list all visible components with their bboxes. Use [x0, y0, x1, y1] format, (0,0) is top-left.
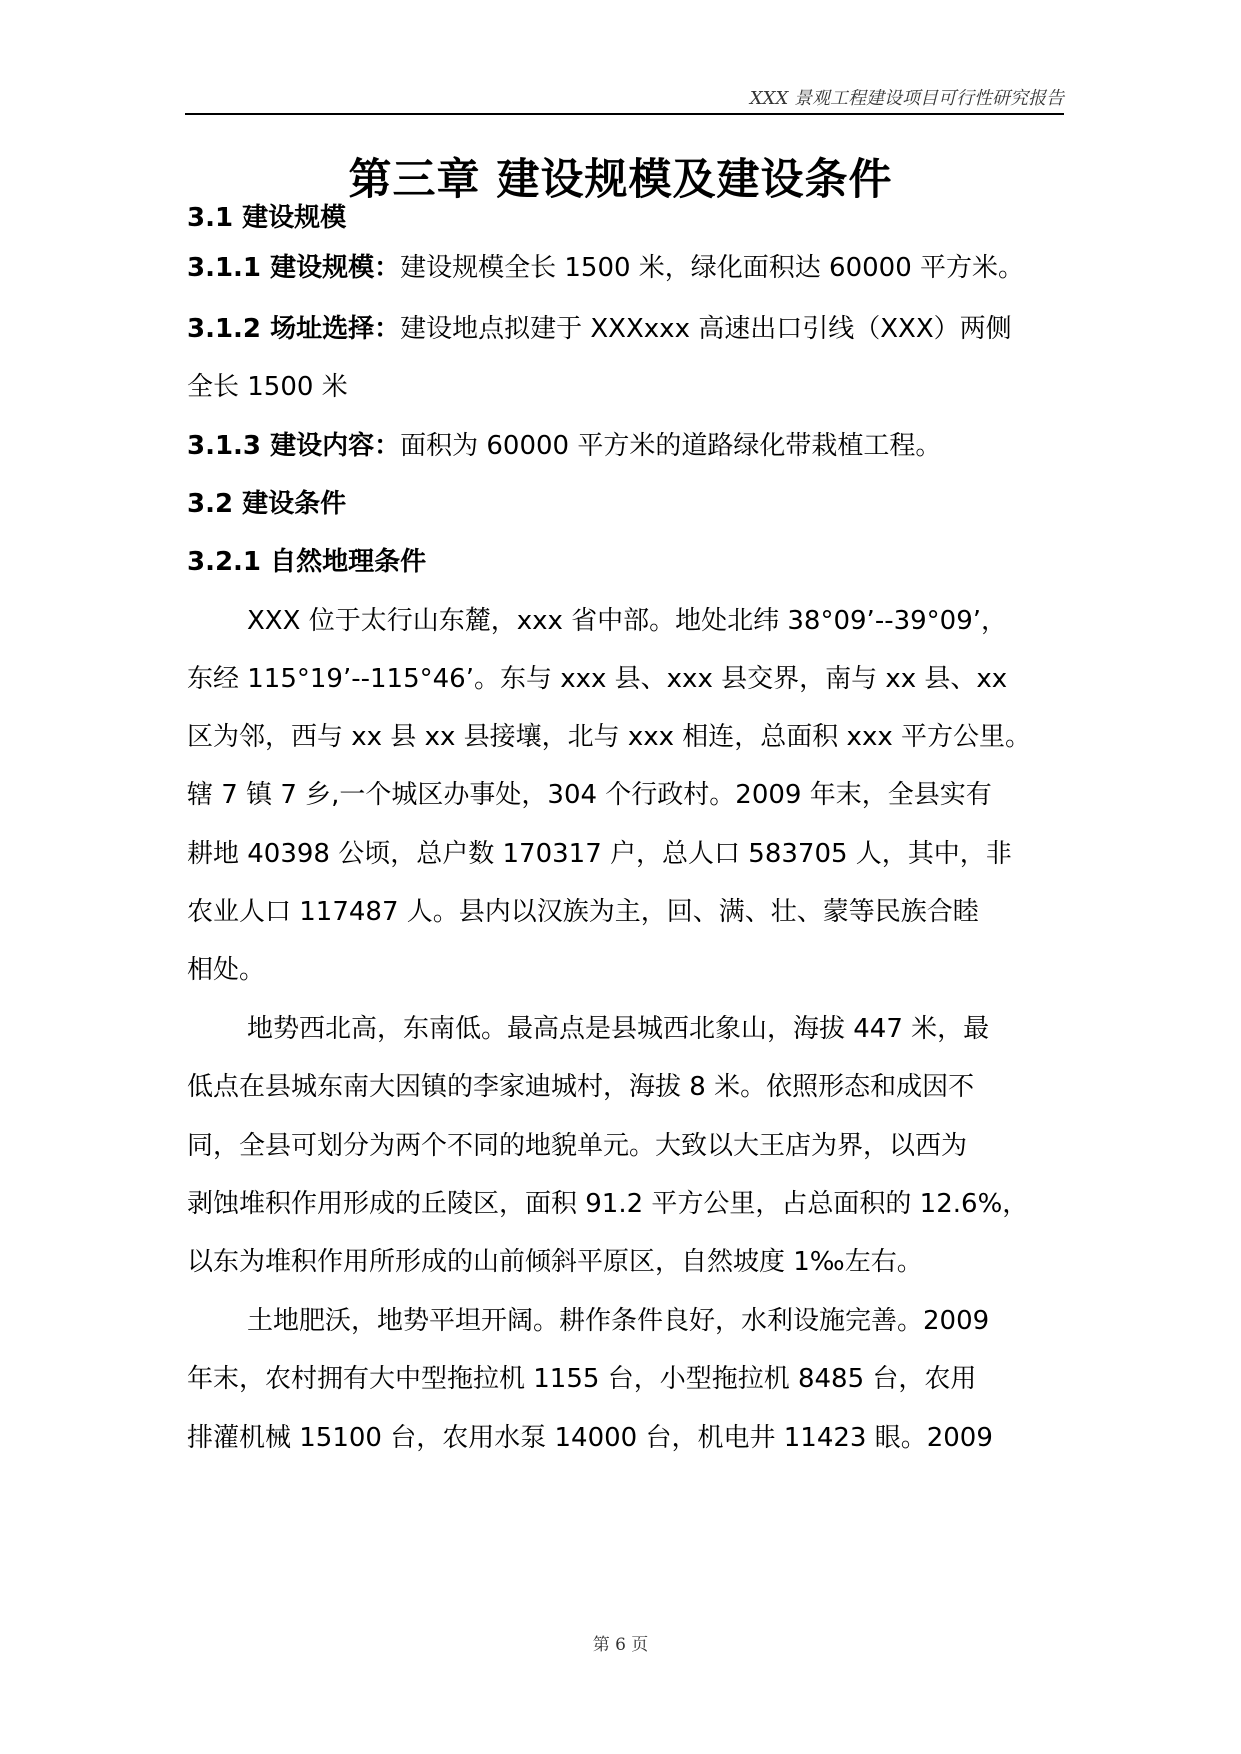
section-heading-3-2: 3.2 建设条件 — [187, 489, 347, 519]
section-text: 建设地点拟建于 XXXxxx 高速出口引线（XXX）两侧 — [400, 314, 1012, 344]
section-heading-3-1: 3.1 建设规模 — [187, 203, 347, 233]
section-3-1-3 — [187, 426, 941, 466]
paragraph-line: 东经 115°19’--115°46’。东与 xxx 县、xxx 县交界，南与 xx 县、xx — [187, 664, 1008, 694]
section-3-1-2-continued: 全长 1500 米 — [187, 372, 348, 402]
section-3-1-2 — [187, 309, 1012, 349]
section-label: 3.1.2 场址选择： — [187, 314, 401, 344]
paragraph-line: 农业人口 117487 人。县内以汉族为主，回、满、壮、蒙等民族合睦 — [187, 897, 979, 927]
section-label: 3.1.3 建设内容： — [187, 431, 401, 461]
section-3-1-1 — [187, 248, 1024, 288]
page-header — [185, 88, 1064, 114]
paragraph-line: 辖 7 镇 7 乡,一个城区办事处，304 个行政村。2009 年末，全县实有 — [187, 780, 992, 810]
paragraph-line: XXX 位于太行山东麓，xxx 省中部。地处北纬 38°09’--39°09’， — [247, 606, 1008, 636]
paragraph-line: 低点在县城东南大因镇的李家迪城村，海拔 8 米。依照形态和成因不 — [187, 1072, 975, 1102]
paragraph-line: 同，全县可划分为两个不同的地貌单元。大致以大王店为界，以西为 — [187, 1131, 968, 1161]
chapter-title: 第三章 建设规模及建设条件 — [348, 155, 893, 205]
paragraph-line: 相处。 — [187, 955, 266, 985]
page-number: 第 6 页 — [592, 1635, 649, 1655]
paragraph-line: 土地肥沃，地势平坦开阔。耕作条件良好，水利设施完善。2009 — [247, 1306, 990, 1336]
paragraph-line: 耕地 40398 公顷，总户数 170317 户，总人口 583705 人，其中，非 — [187, 839, 1012, 869]
paragraph-line: 以东为堆积作用所形成的山前倾斜平原区，自然坡度 1‰左右。 — [187, 1247, 923, 1277]
paragraph-line: 排灌机械 15100 台，农用水泵 14000 台，机电井 11423 眼。2009 — [187, 1423, 993, 1453]
paragraph-line: 剥蚀堆积作用形成的丘陵区，面积 91.2 平方公里，占总面积的 12.6%， — [187, 1189, 1029, 1219]
header-rule — [185, 113, 1064, 115]
section-text: 面积为 60000 平方米的道路绿化带栽植工程。 — [400, 431, 942, 461]
paragraph-line: 区为邻，西与 xx 县 xx 县接壤，北与 xxx 相连，总面积 xxx 平方公里。 — [187, 722, 1031, 752]
section-text: 建设规模全长 1500 米，绿化面积达 60000 平方米。 — [400, 253, 1025, 283]
section-heading-3-2-1: 3.2.1 自然地理条件 — [187, 547, 427, 577]
header-title: XXX 景观工程建设项目可行性研究报告 — [749, 88, 1064, 109]
section-label: 3.1.1 建设规模： — [187, 253, 401, 283]
paragraph-line: 地势西北高，东南低。最高点是县城西北象山，海拔 447 米，最 — [247, 1014, 990, 1044]
paragraph-line: 年末，农村拥有大中型拖拉机 1155 台，小型拖拉机 8485 台，农用 — [187, 1364, 977, 1394]
